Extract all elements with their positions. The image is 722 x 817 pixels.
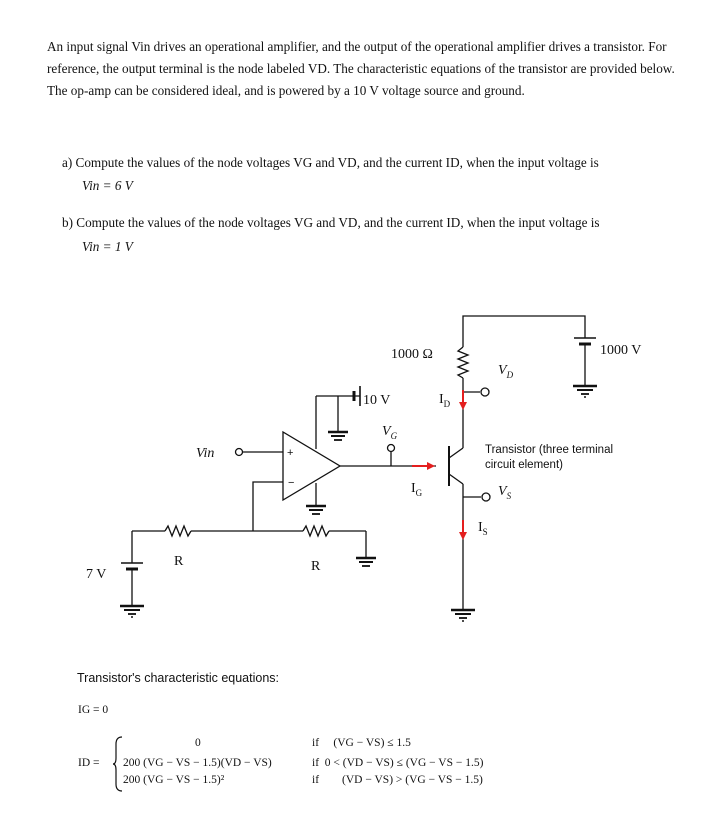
equation-id-prefix: ID = <box>78 757 100 769</box>
part-b-value: Vin = 1 V <box>82 239 133 254</box>
vd-terminal <box>481 388 489 396</box>
opamp-minus-sign: − <box>288 477 295 489</box>
resistor-r-left <box>165 526 191 536</box>
equations-heading: Transistor's characteristic equations: <box>77 671 280 685</box>
vin-label: Vin <box>196 446 215 461</box>
opamp-triangle <box>283 432 340 500</box>
is-label: $I_S$ <box>478 520 488 537</box>
resistor-r-right-label: R <box>311 559 321 574</box>
part-b-text: b) Compute the values of the node voltages VG and VD, and the current ID, when the input voltage is <box>62 215 600 230</box>
vd-label: $V_D$ <box>498 363 514 380</box>
top-rail-wire <box>463 316 585 347</box>
equation-case1-cond: if (VG − VS) ≤ 1.5 <box>312 737 411 749</box>
vg-node <box>388 445 395 452</box>
resistor-r-right <box>303 526 329 536</box>
resistor-1000-label: 1000 Ω <box>391 347 433 362</box>
transistor-drain-lead <box>449 448 463 458</box>
vg-label: $V_G$ <box>382 424 398 441</box>
vs-label: $V_S$ <box>498 484 512 501</box>
transistor-source-lead <box>449 474 463 484</box>
ig-label: $I_G$ <box>411 481 423 498</box>
part-a-text: a) Compute the values of the node voltages VG and VD, and the current ID, when the input voltage is <box>62 155 599 170</box>
equation-case2-cond: if 0 < (VD − VS) ≤ (VG − VS − 1.5) <box>312 757 484 769</box>
equation-case3-expr: 200 (VG − VS − 1.5)² <box>123 774 225 786</box>
opamp-plus-sign: + <box>287 447 294 459</box>
transistor-label: Transistor (three terminal circuit element) <box>485 444 614 471</box>
resistor-r-left-label: R <box>174 554 184 569</box>
problem-intro: An input signal Vin drives an operational amplifier, and the output of the operational amplifier drives a transistor. For reference, the output terminal is the node labeled VD. The characteristic equations of the transistor are provided below. The op-amp can be considered ideal, and is powered by a 10 V voltage source and ground. <box>47 39 675 98</box>
vin-terminal <box>236 449 243 456</box>
resistor-1000-ohm <box>458 347 468 378</box>
supply-10v-label: 10 V <box>363 393 391 408</box>
vs-terminal <box>482 493 490 501</box>
inverting-input-wire <box>253 482 283 531</box>
source-1000v-label: 1000 V <box>600 343 642 358</box>
id-label: $I_D$ <box>439 392 451 409</box>
part-a-value: Vin = 6 V <box>82 178 133 193</box>
equation-case1-expr: 0 <box>195 737 201 749</box>
equation-case3-cond: if (VD − VS) > (VG − VS − 1.5) <box>312 774 483 786</box>
source-7v-label: 7 V <box>86 567 107 582</box>
equation-case2-expr: 200 (VG − VS − 1.5)(VD − VS) <box>123 757 272 769</box>
equation-ig: IG = 0 <box>78 704 109 716</box>
